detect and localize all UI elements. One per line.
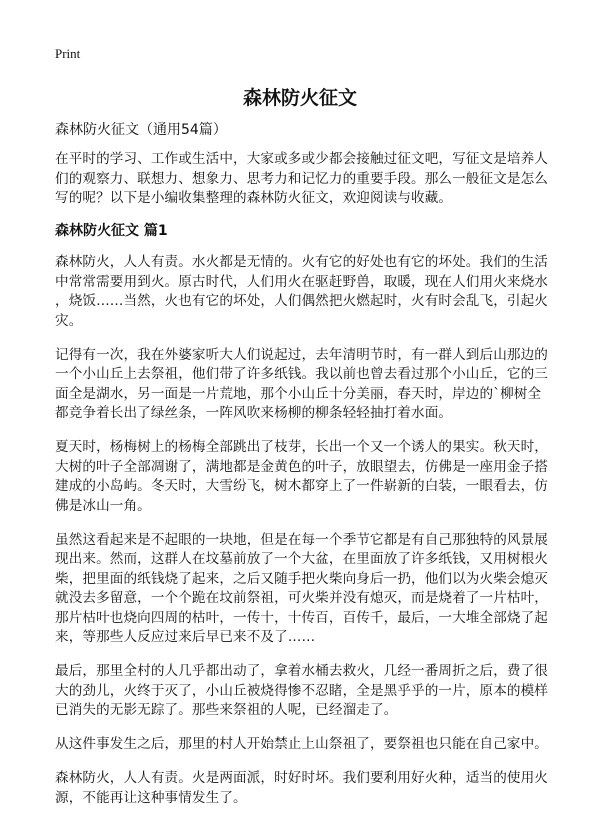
print-link[interactable]: Print — [55, 46, 81, 61]
paragraph — [55, 769, 575, 808]
text-line: 中常常需要用到火。原古时代，人们用火在驱赶野兽，取暖，现在人们用火来烧水 — [55, 273, 548, 290]
text-line: 森林防火，人人有责。水火都是无情的。火有它的好处也有它的坏处。我们的生活 — [55, 254, 548, 270]
document-body — [55, 120, 575, 823]
paragraph — [55, 531, 575, 648]
text-line: 来，等那些人反应过来后早已来不及了…… — [55, 629, 316, 645]
text-line: 大树的叶子全部凋谢了，满地都是金黄色的叶子，放眼望去，仿佛是一座用金子搭 — [55, 458, 548, 475]
text-line: 一个小山丘上去祭祖，他们带了许多纸钱。我以前也曾去看过那个小山丘，它的三 — [55, 366, 548, 382]
text-line: 写的呢？以下是小编收集整理的森林防火征文，欢迎阅读与收藏。 — [55, 190, 453, 206]
text-line: 那片枯叶也烧向四周的枯叶，一传十，十传百，百传千，最后，一大堆全部烧了起 — [55, 609, 548, 626]
text-line: 虽然这看起来是不起眼的一块地，但是在每一个季节它都是有自己那独特的风景展 — [55, 531, 548, 548]
text-line: 森林防火，人人有责。火是两面派，时好时坏。我们要利用好火种，适当的使用火 — [55, 770, 548, 786]
text-line: 源，不能再让这种事情发生了。 — [55, 789, 247, 806]
text-line: 都竞争着长出了绿丝条，一阵风吹来杨柳的柳条轻轻抽打着水面。 — [55, 405, 453, 421]
text-line: 在平时的学习、工作或生活中，大家或多或少都会接触过征文吧，写征文是培养人 — [55, 151, 548, 167]
text-line: 大的劲儿，火终于灭了，小山丘被烧得惨不忍睹，全是黑乎乎的一片，原本的模样 — [55, 682, 548, 699]
text-line: 佛是冰山一角。 — [55, 497, 151, 514]
text-line: 建成的小岛屿。冬天时，大雪纷飞，树木都穿上了一件崭新的白装，一眼看去，仿 — [55, 478, 548, 494]
text-line: 已消失的无影无踪了。那些来祭祖的人呢，已经溜走了。 — [55, 702, 398, 718]
paragraph — [55, 662, 575, 721]
text-line: 面全是湖水，另一面是一片荒地，那个小山丘十分美丽，春天时，岸边的`柳树全 — [55, 385, 542, 402]
paragraph — [55, 253, 575, 331]
essay-paragraphs — [55, 253, 575, 808]
text-line: 就没去多留意，一个个跪在坟前祭祖，可火柴并没有熄灭，而是烧着了一片枯叶， — [55, 590, 548, 606]
paragraph — [55, 438, 575, 516]
text-line: 记得有一次，我在外婆家听大人们说起过，去年清明节时，有一群人到后山那边的 — [55, 346, 548, 363]
text-line: 最后，那里全村的人几乎都出动了，拿着水桶去救火，几经一番周折之后，费了很 — [55, 663, 548, 679]
paragraph — [55, 346, 575, 424]
page-title: 森林防火征文 — [242, 87, 357, 109]
paragraph — [55, 735, 575, 755]
document-subtitle: 森林防火征文（通用54篇） — [55, 122, 227, 138]
intro-paragraph — [55, 150, 575, 209]
text-line: 柴，把里面的纸钱烧了起来，之后又随手把火柴向身后一扔，他们以为火柴会熄灭 — [55, 570, 548, 587]
section-heading: 森林防火征文 篇1 — [55, 223, 168, 239]
text-line: 现出来。然而，这群人在坟墓前放了一个大盆，在里面放了许多纸钱，又用树根火 — [55, 551, 548, 567]
text-line: 们的观察力、联想力、想象力、思考力和记忆力的重要手段。那么一般征文是怎么 — [55, 170, 548, 187]
text-line: 灾。 — [55, 312, 83, 329]
text-line: 从这件事发生之后，那里的村人开始禁止上山祭祖了，要祭祖也只能在自己家中。 — [55, 736, 548, 752]
text-line: ，烧饭……当然，火也有它的坏处，人们偶然把火燃起时，火有时会乱飞，引起火 — [55, 293, 548, 309]
text-line: 夏天时，杨梅树上的杨梅全部跳出了枝芽，长出一个又一个诱人的果实。秋天时， — [55, 439, 548, 455]
